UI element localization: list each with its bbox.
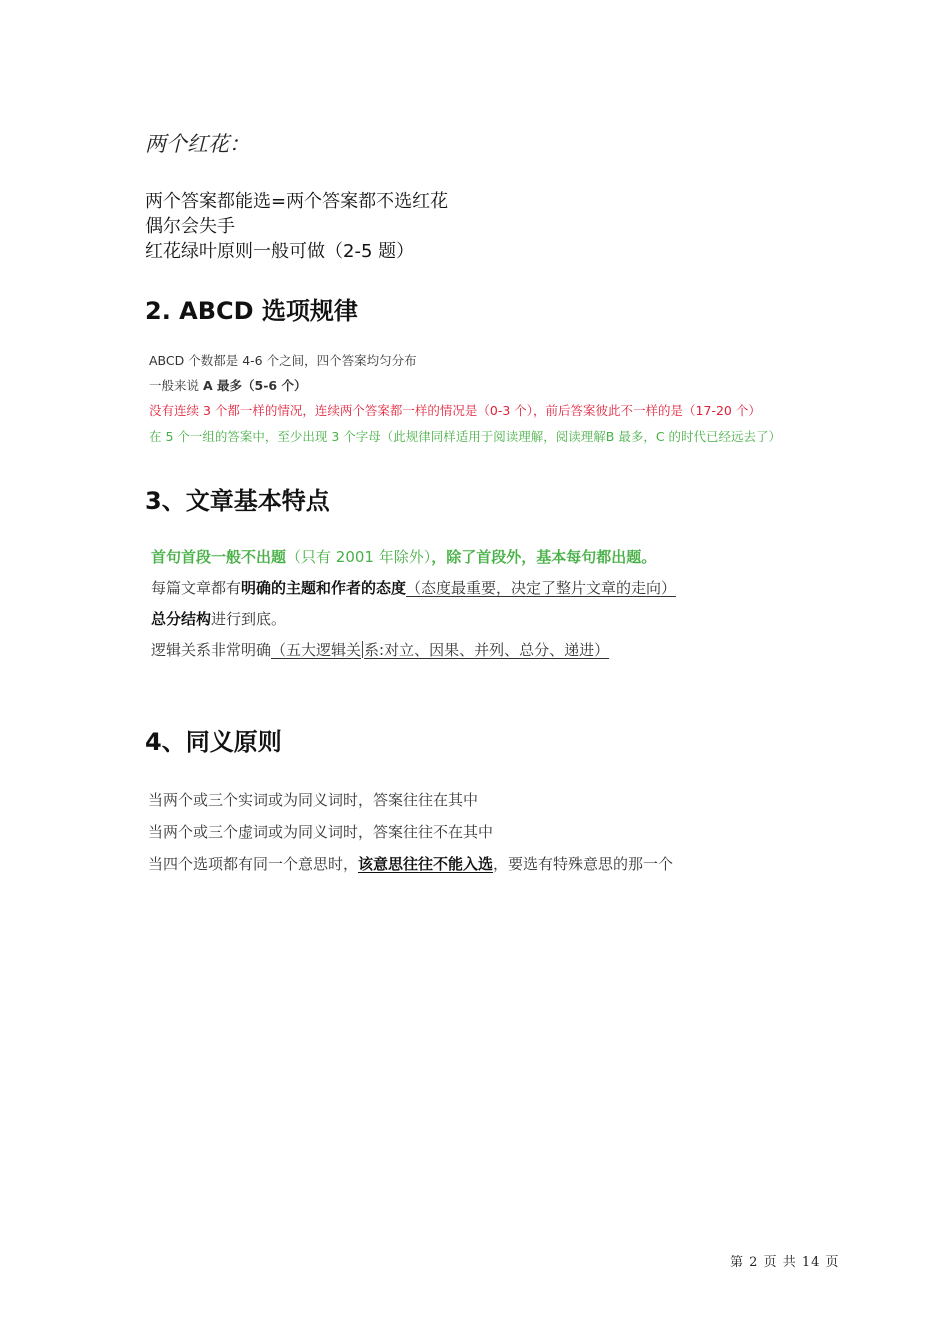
- footer-suffix: 页: [825, 1255, 840, 1270]
- text-line: 偶尔会失手: [145, 216, 235, 237]
- section-synonym-heading: 4、同义原则: [145, 728, 282, 756]
- text-run-underlined: 系:对立、因果、并列、总分、递进）: [364, 641, 610, 659]
- text-run-underlined: （五大逻辑关: [271, 641, 362, 659]
- text-run-underlined: （态度最重要，决定了整片文章的走向）: [406, 579, 677, 597]
- text-run: 当四个选项都有同一个意思时，: [148, 855, 359, 873]
- text-line: 红花绿叶原则一般可做（2-5 题）: [145, 241, 415, 262]
- text-run-green-bold: 首句首段一般不出题: [151, 548, 287, 566]
- text-line: [148, 853, 673, 874]
- text-run: 每篇文章都有: [151, 579, 242, 597]
- footer-prefix: 第: [730, 1255, 745, 1270]
- text-line: [151, 546, 656, 567]
- text-line: [151, 608, 286, 629]
- text-line-red: 没有连续 3 个都一样的情况，连续两个答案都一样的情况是（0-3 个），前后答案彼此不一样的是（17-20 个）: [149, 403, 761, 418]
- text-line: 两个答案都能选=两个答案都不选红花: [145, 191, 449, 212]
- text-line-green: 在 5 个一组的答案中，至少出现 3 个字母（此规律同样适用于阅读理解，阅读理解B 最多，C 的时代已经远去了）: [149, 429, 782, 444]
- section-abcd-heading: 2. ABCD 选项规律: [145, 297, 358, 325]
- text-run-bold: 总分结构: [151, 610, 212, 628]
- footer-total-pages: 14: [801, 1255, 821, 1270]
- footer-mid: 页 共: [763, 1255, 797, 1270]
- text-run-bold-underlined: 该意思往往不能入选: [358, 855, 494, 873]
- text-line: [151, 577, 676, 598]
- page-footer: [730, 1251, 840, 1270]
- section-article-features-heading: 3、文章基本特点: [145, 487, 330, 515]
- text-line: 当两个或三个虚词或为同义词时，答案往往不在其中: [148, 823, 494, 841]
- text-run-bold: 明确的主题和作者的态度: [241, 579, 407, 597]
- text-run-bold: A 最多（5-6 个）: [202, 378, 307, 393]
- footer-page-number: 2: [749, 1255, 759, 1270]
- text-cursor: [362, 641, 363, 658]
- text-line: 当两个或三个实词或为同义词时，答案往往在其中: [148, 791, 479, 809]
- text-run: ，要选有特殊意思的那一个: [493, 855, 674, 873]
- text-run-green: （只有 2001 年除外）: [286, 548, 432, 566]
- text-line: [149, 376, 306, 394]
- text-run-green-bold: ，除了首段外，基本每句都出题。: [431, 548, 657, 566]
- text-run: 逻辑关系非常明确: [151, 641, 272, 659]
- text-line: ABCD 个数都是 4-6 个之间，四个答案均匀分布: [149, 353, 417, 368]
- text-run: 一般来说: [149, 378, 203, 393]
- text-line: [151, 639, 609, 660]
- section-red-flowers-heading: 两个红花：: [145, 132, 250, 156]
- text-run: 进行到底。: [211, 610, 287, 628]
